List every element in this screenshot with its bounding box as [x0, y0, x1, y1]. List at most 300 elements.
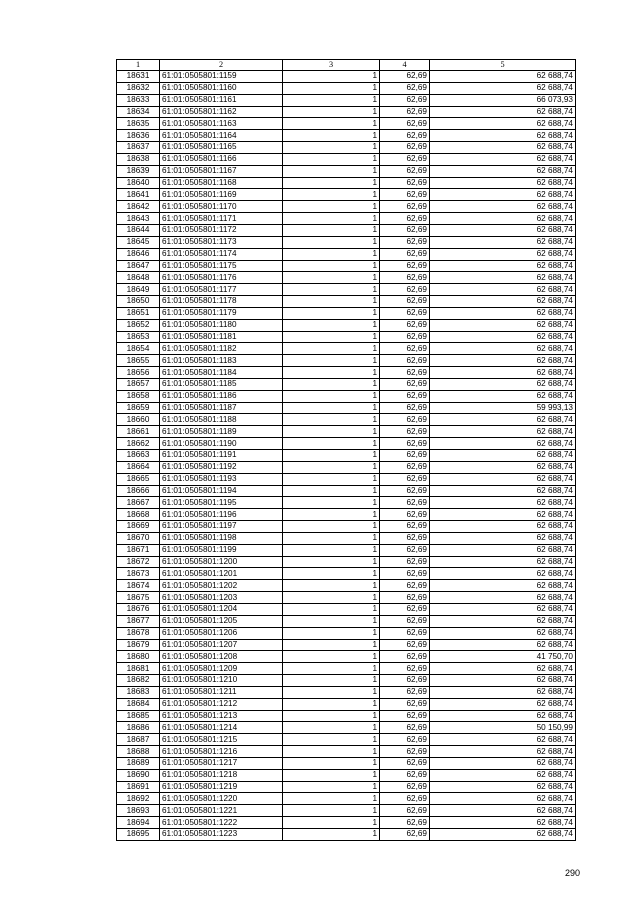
- table-row: [117, 651, 576, 663]
- row-number-cell: 18636: [117, 130, 160, 142]
- table-row: [117, 580, 576, 592]
- table-row: [117, 142, 576, 154]
- area-value-cell: 62,69: [380, 592, 430, 604]
- cadastral-number-cell: 61:01:0505801:1198: [160, 532, 283, 544]
- cadastral-number-cell: 61:01:0505801:1174: [160, 248, 283, 260]
- cost-value-cell: 59 993,13: [430, 402, 576, 414]
- table-row: [117, 722, 576, 734]
- table-row: [117, 130, 576, 142]
- cadastral-number-cell: 61:01:0505801:1160: [160, 82, 283, 94]
- area-value-cell: 62,69: [380, 639, 430, 651]
- row-number-cell: 18655: [117, 355, 160, 367]
- cadastral-number-cell: 61:01:0505801:1169: [160, 189, 283, 201]
- area-value-cell: 62,69: [380, 698, 430, 710]
- row-number-cell: 18639: [117, 165, 160, 177]
- cadastral-number-cell: 61:01:0505801:1185: [160, 378, 283, 390]
- row-number-cell: 18676: [117, 603, 160, 615]
- quantity-cell: 1: [283, 663, 380, 675]
- row-number-cell: 18664: [117, 461, 160, 473]
- cost-value-cell: 62 688,74: [430, 106, 576, 118]
- table-row: [117, 355, 576, 367]
- cost-value-cell: 62 688,74: [430, 485, 576, 497]
- cadastral-number-cell: 61:01:0505801:1166: [160, 153, 283, 165]
- area-value-cell: 62,69: [380, 367, 430, 379]
- cost-value-cell: 62 688,74: [430, 224, 576, 236]
- cadastral-number-cell: 61:01:0505801:1215: [160, 734, 283, 746]
- table-row: [117, 781, 576, 793]
- cadastral-number-cell: 61:01:0505801:1187: [160, 402, 283, 414]
- table-row: [117, 746, 576, 758]
- quantity-cell: 1: [283, 603, 380, 615]
- area-value-cell: 62,69: [380, 189, 430, 201]
- cost-value-cell: 62 688,74: [430, 639, 576, 651]
- quantity-cell: 1: [283, 450, 380, 462]
- area-value-cell: 62,69: [380, 805, 430, 817]
- quantity-cell: 1: [283, 367, 380, 379]
- cost-value-cell: 62 688,74: [430, 118, 576, 130]
- row-number-cell: 18689: [117, 757, 160, 769]
- cadastral-number-cell: 61:01:0505801:1217: [160, 757, 283, 769]
- cadastral-number-cell: 61:01:0505801:1196: [160, 509, 283, 521]
- row-number-cell: 18652: [117, 319, 160, 331]
- quantity-cell: 1: [283, 71, 380, 83]
- table-row: [117, 367, 576, 379]
- row-number-cell: 18660: [117, 414, 160, 426]
- cost-value-cell: 62 688,74: [430, 82, 576, 94]
- cadastral-number-cell: 61:01:0505801:1171: [160, 213, 283, 225]
- cadastral-number-cell: 61:01:0505801:1178: [160, 296, 283, 308]
- row-number-cell: 18693: [117, 805, 160, 817]
- cadastral-number-cell: 61:01:0505801:1177: [160, 284, 283, 296]
- quantity-cell: 1: [283, 402, 380, 414]
- cost-value-cell: 62 688,74: [430, 746, 576, 758]
- row-number-cell: 18635: [117, 118, 160, 130]
- area-value-cell: 62,69: [380, 734, 430, 746]
- table-row: [117, 201, 576, 213]
- cost-value-cell: 62 688,74: [430, 829, 576, 841]
- cadastral-number-cell: 61:01:0505801:1182: [160, 343, 283, 355]
- row-number-cell: 18688: [117, 746, 160, 758]
- row-number-cell: 18681: [117, 663, 160, 675]
- cost-value-cell: 62 688,74: [430, 355, 576, 367]
- table-row: [117, 769, 576, 781]
- cadastral-number-cell: 61:01:0505801:1209: [160, 663, 283, 675]
- quantity-cell: 1: [283, 343, 380, 355]
- area-value-cell: 62,69: [380, 118, 430, 130]
- quantity-cell: 1: [283, 390, 380, 402]
- row-number-cell: 18686: [117, 722, 160, 734]
- row-number-cell: 18678: [117, 627, 160, 639]
- quantity-cell: 1: [283, 592, 380, 604]
- area-value-cell: 62,69: [380, 402, 430, 414]
- cadastral-number-cell: 61:01:0505801:1170: [160, 201, 283, 213]
- quantity-cell: 1: [283, 414, 380, 426]
- quantity-cell: 1: [283, 284, 380, 296]
- cadastral-number-cell: 61:01:0505801:1193: [160, 473, 283, 485]
- cost-value-cell: 62 688,74: [430, 686, 576, 698]
- cost-value-cell: 62 688,74: [430, 307, 576, 319]
- cadastral-number-cell: 61:01:0505801:1173: [160, 236, 283, 248]
- area-value-cell: 62,69: [380, 319, 430, 331]
- area-value-cell: 62,69: [380, 615, 430, 627]
- row-number-cell: 18634: [117, 106, 160, 118]
- quantity-cell: 1: [283, 651, 380, 663]
- cost-value-cell: 62 688,74: [430, 521, 576, 533]
- cost-value-cell: 62 688,74: [430, 781, 576, 793]
- cost-value-cell: 62 688,74: [430, 698, 576, 710]
- row-number-cell: 18632: [117, 82, 160, 94]
- cost-value-cell: 62 688,74: [430, 627, 576, 639]
- cost-value-cell: 62 688,74: [430, 663, 576, 675]
- row-number-cell: 18650: [117, 296, 160, 308]
- quantity-cell: 1: [283, 521, 380, 533]
- table-row: [117, 165, 576, 177]
- cadastral-number-cell: 61:01:0505801:1188: [160, 414, 283, 426]
- cost-value-cell: 62 688,74: [430, 130, 576, 142]
- quantity-cell: 1: [283, 556, 380, 568]
- cadastral-number-cell: 61:01:0505801:1161: [160, 94, 283, 106]
- quantity-cell: 1: [283, 272, 380, 284]
- quantity-cell: 1: [283, 201, 380, 213]
- cost-value-cell: 62 688,74: [430, 189, 576, 201]
- area-value-cell: 62,69: [380, 224, 430, 236]
- row-number-cell: 18651: [117, 307, 160, 319]
- row-number-cell: 18646: [117, 248, 160, 260]
- table-row: [117, 414, 576, 426]
- cadastral-number-cell: 61:01:0505801:1211: [160, 686, 283, 698]
- area-value-cell: 62,69: [380, 781, 430, 793]
- area-value-cell: 62,69: [380, 450, 430, 462]
- area-value-cell: 62,69: [380, 603, 430, 615]
- quantity-cell: 1: [283, 497, 380, 509]
- quantity-cell: 1: [283, 438, 380, 450]
- row-number-cell: 18671: [117, 544, 160, 556]
- row-number-cell: 18672: [117, 556, 160, 568]
- table-row: [117, 153, 576, 165]
- cost-value-cell: 62 688,74: [430, 757, 576, 769]
- cost-value-cell: 62 688,74: [430, 603, 576, 615]
- row-number-cell: 18685: [117, 710, 160, 722]
- table-row: [117, 378, 576, 390]
- area-value-cell: 62,69: [380, 438, 430, 450]
- table-row: [117, 213, 576, 225]
- area-value-cell: 62,69: [380, 177, 430, 189]
- cost-value-cell: 62 688,74: [430, 414, 576, 426]
- area-value-cell: 62,69: [380, 544, 430, 556]
- table-row: [117, 331, 576, 343]
- quantity-cell: 1: [283, 473, 380, 485]
- table-row: [117, 402, 576, 414]
- row-number-cell: 18691: [117, 781, 160, 793]
- quantity-cell: 1: [283, 94, 380, 106]
- table-row: [117, 615, 576, 627]
- quantity-cell: 1: [283, 627, 380, 639]
- table-row: [117, 568, 576, 580]
- quantity-cell: 1: [283, 118, 380, 130]
- row-number-cell: 18665: [117, 473, 160, 485]
- cadastral-number-cell: 61:01:0505801:1222: [160, 817, 283, 829]
- table-row: [117, 390, 576, 402]
- area-value-cell: 62,69: [380, 829, 430, 841]
- area-value-cell: 62,69: [380, 82, 430, 94]
- table-row: [117, 224, 576, 236]
- table-row: [117, 509, 576, 521]
- cadastral-number-cell: 61:01:0505801:1219: [160, 781, 283, 793]
- area-value-cell: 62,69: [380, 213, 430, 225]
- cost-value-cell: 62 688,74: [430, 556, 576, 568]
- cadastral-number-cell: 61:01:0505801:1163: [160, 118, 283, 130]
- cost-value-cell: 62 688,74: [430, 615, 576, 627]
- area-value-cell: 62,69: [380, 627, 430, 639]
- table-row: [117, 698, 576, 710]
- table-row: [117, 248, 576, 260]
- area-value-cell: 62,69: [380, 532, 430, 544]
- table-row: [117, 556, 576, 568]
- area-value-cell: 62,69: [380, 757, 430, 769]
- quantity-cell: 1: [283, 769, 380, 781]
- cadastral-number-cell: 61:01:0505801:1194: [160, 485, 283, 497]
- area-value-cell: 62,69: [380, 686, 430, 698]
- row-number-cell: 18668: [117, 509, 160, 521]
- cost-value-cell: 62 688,74: [430, 296, 576, 308]
- quantity-cell: 1: [283, 485, 380, 497]
- row-number-cell: 18643: [117, 213, 160, 225]
- row-number-cell: 18690: [117, 769, 160, 781]
- cost-value-cell: 66 073,93: [430, 94, 576, 106]
- cost-value-cell: 62 688,74: [430, 71, 576, 83]
- area-value-cell: 62,69: [380, 201, 430, 213]
- area-value-cell: 62,69: [380, 284, 430, 296]
- quantity-cell: 1: [283, 615, 380, 627]
- area-value-cell: 62,69: [380, 343, 430, 355]
- row-number-cell: 18667: [117, 497, 160, 509]
- cadastral-number-cell: 61:01:0505801:1200: [160, 556, 283, 568]
- cadastral-number-cell: 61:01:0505801:1191: [160, 450, 283, 462]
- table-row: [117, 450, 576, 462]
- row-number-cell: 18653: [117, 331, 160, 343]
- row-number-cell: 18637: [117, 142, 160, 154]
- cost-value-cell: 62 688,74: [430, 390, 576, 402]
- cadastral-number-cell: 61:01:0505801:1205: [160, 615, 283, 627]
- area-value-cell: 62,69: [380, 793, 430, 805]
- area-value-cell: 62,69: [380, 236, 430, 248]
- quantity-cell: 1: [283, 675, 380, 687]
- quantity-cell: 1: [283, 213, 380, 225]
- area-value-cell: 62,69: [380, 509, 430, 521]
- cost-value-cell: 62 688,74: [430, 236, 576, 248]
- table-row: [117, 544, 576, 556]
- quantity-cell: 1: [283, 509, 380, 521]
- table-row: [117, 627, 576, 639]
- table-row: [117, 343, 576, 355]
- cadastral-number-cell: 61:01:0505801:1212: [160, 698, 283, 710]
- quantity-cell: 1: [283, 568, 380, 580]
- row-number-cell: 18657: [117, 378, 160, 390]
- quantity-cell: 1: [283, 580, 380, 592]
- table-row: [117, 284, 576, 296]
- area-value-cell: 62,69: [380, 272, 430, 284]
- column-header-3: 3: [283, 60, 380, 71]
- table-row: [117, 461, 576, 473]
- table-row: [117, 177, 576, 189]
- quantity-cell: 1: [283, 307, 380, 319]
- cost-value-cell: 62 688,74: [430, 378, 576, 390]
- area-value-cell: 62,69: [380, 710, 430, 722]
- row-number-cell: 18669: [117, 521, 160, 533]
- cadastral-number-cell: 61:01:0505801:1172: [160, 224, 283, 236]
- row-number-cell: 18661: [117, 426, 160, 438]
- table-row: [117, 639, 576, 651]
- row-number-cell: 18638: [117, 153, 160, 165]
- cost-value-cell: 62 688,74: [430, 532, 576, 544]
- area-value-cell: 62,69: [380, 461, 430, 473]
- cost-value-cell: 62 688,74: [430, 284, 576, 296]
- cost-value-cell: 62 688,74: [430, 153, 576, 165]
- cadastral-number-cell: 61:01:0505801:1162: [160, 106, 283, 118]
- quantity-cell: 1: [283, 378, 380, 390]
- cost-value-cell: 62 688,74: [430, 580, 576, 592]
- row-number-cell: 18682: [117, 675, 160, 687]
- quantity-cell: 1: [283, 710, 380, 722]
- table-row: [117, 710, 576, 722]
- table-row: [117, 319, 576, 331]
- cadastral-number-cell: 61:01:0505801:1204: [160, 603, 283, 615]
- table-row: [117, 817, 576, 829]
- row-number-cell: 18641: [117, 189, 160, 201]
- area-value-cell: 62,69: [380, 651, 430, 663]
- cost-value-cell: 62 688,74: [430, 497, 576, 509]
- table-row: [117, 757, 576, 769]
- row-number-cell: 18658: [117, 390, 160, 402]
- cadastral-number-cell: 61:01:0505801:1202: [160, 580, 283, 592]
- quantity-cell: 1: [283, 153, 380, 165]
- area-value-cell: 62,69: [380, 580, 430, 592]
- table-row: [117, 521, 576, 533]
- cadastral-number-cell: 61:01:0505801:1168: [160, 177, 283, 189]
- area-value-cell: 62,69: [380, 248, 430, 260]
- cadastral-number-cell: 61:01:0505801:1167: [160, 165, 283, 177]
- area-value-cell: 62,69: [380, 390, 430, 402]
- cost-value-cell: 62 688,74: [430, 201, 576, 213]
- area-value-cell: 62,69: [380, 426, 430, 438]
- cost-value-cell: 62 688,74: [430, 509, 576, 521]
- cost-value-cell: 62 688,74: [430, 710, 576, 722]
- quantity-cell: 1: [283, 260, 380, 272]
- table-row: [117, 663, 576, 675]
- area-value-cell: 62,69: [380, 165, 430, 177]
- quantity-cell: 1: [283, 355, 380, 367]
- cadastral-number-cell: 61:01:0505801:1195: [160, 497, 283, 509]
- cadastral-number-cell: 61:01:0505801:1206: [160, 627, 283, 639]
- quantity-cell: 1: [283, 248, 380, 260]
- cadastral-number-cell: 61:01:0505801:1214: [160, 722, 283, 734]
- quantity-cell: 1: [283, 331, 380, 343]
- cost-value-cell: 62 688,74: [430, 473, 576, 485]
- cadastral-number-cell: 61:01:0505801:1179: [160, 307, 283, 319]
- cost-value-cell: 62 688,74: [430, 260, 576, 272]
- area-value-cell: 62,69: [380, 71, 430, 83]
- area-value-cell: 62,69: [380, 556, 430, 568]
- cost-value-cell: 62 688,74: [430, 319, 576, 331]
- column-header-1: 1: [117, 60, 160, 71]
- quantity-cell: 1: [283, 426, 380, 438]
- area-value-cell: 62,69: [380, 497, 430, 509]
- quantity-cell: 1: [283, 698, 380, 710]
- area-value-cell: 62,69: [380, 769, 430, 781]
- row-number-cell: 18659: [117, 402, 160, 414]
- table-row: [117, 603, 576, 615]
- cost-value-cell: 62 688,74: [430, 592, 576, 604]
- cadastral-number-cell: 61:01:0505801:1218: [160, 769, 283, 781]
- quantity-cell: 1: [283, 236, 380, 248]
- row-number-cell: 18687: [117, 734, 160, 746]
- area-value-cell: 62,69: [380, 130, 430, 142]
- area-value-cell: 62,69: [380, 746, 430, 758]
- cadastral-number-cell: 61:01:0505801:1159: [160, 71, 283, 83]
- area-value-cell: 62,69: [380, 142, 430, 154]
- cost-value-cell: 62 688,74: [430, 450, 576, 462]
- table-row: [117, 94, 576, 106]
- cadastral-number-cell: 61:01:0505801:1164: [160, 130, 283, 142]
- page-number: 290: [565, 868, 581, 878]
- cost-value-cell: 62 688,74: [430, 213, 576, 225]
- row-number-cell: 18662: [117, 438, 160, 450]
- quantity-cell: 1: [283, 746, 380, 758]
- cost-value-cell: 62 688,74: [430, 343, 576, 355]
- row-number-cell: 18654: [117, 343, 160, 355]
- cadastral-number-cell: 61:01:0505801:1220: [160, 793, 283, 805]
- cost-value-cell: 62 688,74: [430, 367, 576, 379]
- cost-value-cell: 41 750,70: [430, 651, 576, 663]
- column-header-5: 5: [430, 60, 576, 71]
- row-number-cell: 18645: [117, 236, 160, 248]
- quantity-cell: 1: [283, 296, 380, 308]
- area-value-cell: 62,69: [380, 260, 430, 272]
- quantity-cell: 1: [283, 165, 380, 177]
- area-value-cell: 62,69: [380, 153, 430, 165]
- area-value-cell: 62,69: [380, 722, 430, 734]
- cost-value-cell: 62 688,74: [430, 461, 576, 473]
- table-row: [117, 82, 576, 94]
- cadastral-number-cell: 61:01:0505801:1203: [160, 592, 283, 604]
- cadastral-number-cell: 61:01:0505801:1221: [160, 805, 283, 817]
- area-value-cell: 62,69: [380, 106, 430, 118]
- quantity-cell: 1: [283, 793, 380, 805]
- cadastral-number-cell: 61:01:0505801:1183: [160, 355, 283, 367]
- quantity-cell: 1: [283, 639, 380, 651]
- row-number-cell: 18631: [117, 71, 160, 83]
- quantity-cell: 1: [283, 106, 380, 118]
- table-row: [117, 426, 576, 438]
- cost-value-cell: 62 688,74: [430, 248, 576, 260]
- cost-value-cell: 62 688,74: [430, 544, 576, 556]
- data-table: [116, 59, 576, 841]
- quantity-cell: 1: [283, 722, 380, 734]
- cost-value-cell: 62 688,74: [430, 165, 576, 177]
- cost-value-cell: 62 688,74: [430, 793, 576, 805]
- row-number-cell: 18648: [117, 272, 160, 284]
- row-number-cell: 18673: [117, 568, 160, 580]
- area-value-cell: 62,69: [380, 485, 430, 497]
- cadastral-number-cell: 61:01:0505801:1199: [160, 544, 283, 556]
- row-number-cell: 18692: [117, 793, 160, 805]
- table-row: [117, 485, 576, 497]
- table-row: [117, 307, 576, 319]
- quantity-cell: 1: [283, 544, 380, 556]
- cadastral-number-cell: 61:01:0505801:1190: [160, 438, 283, 450]
- area-value-cell: 62,69: [380, 355, 430, 367]
- table-row: [117, 118, 576, 130]
